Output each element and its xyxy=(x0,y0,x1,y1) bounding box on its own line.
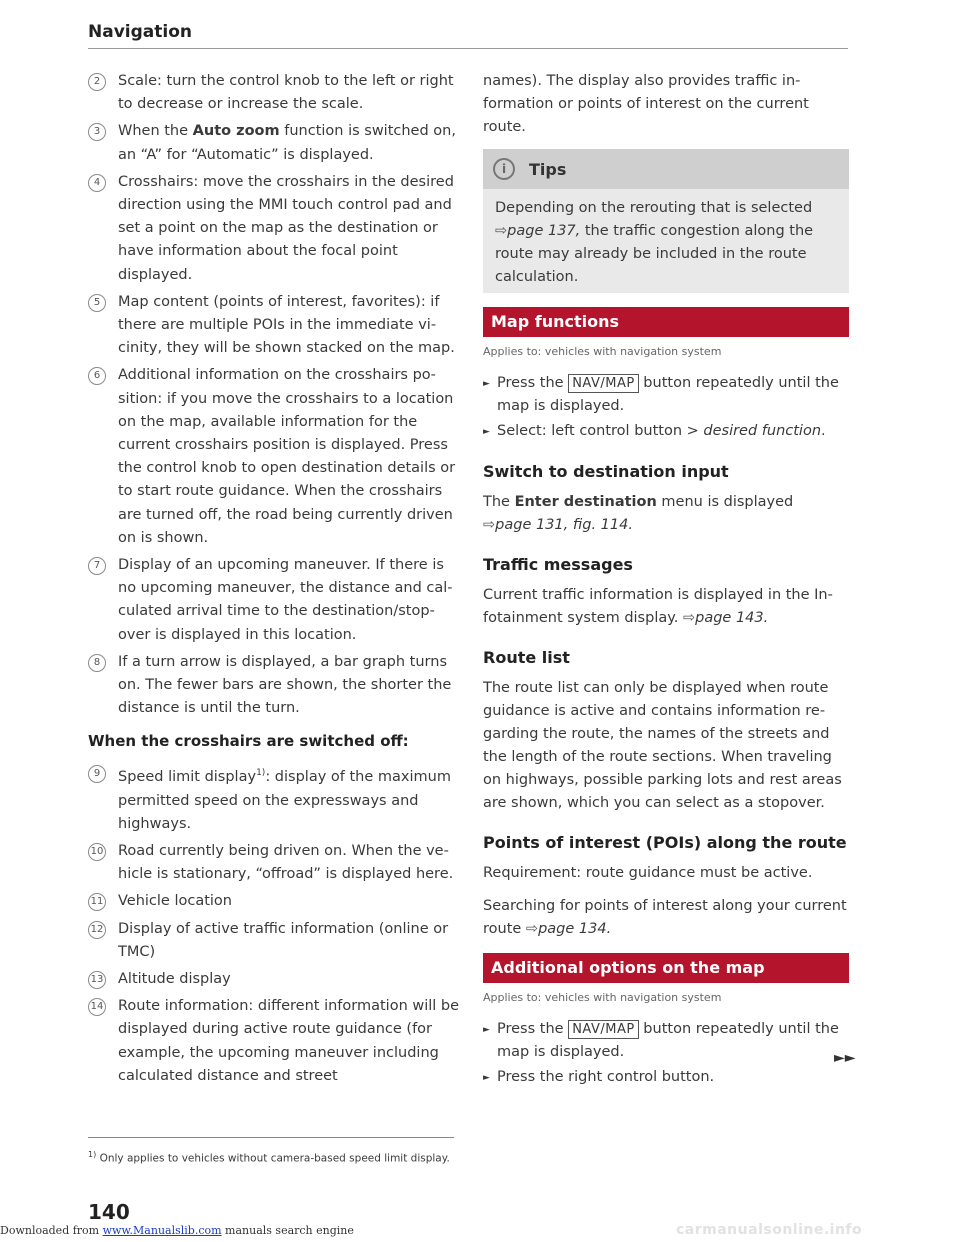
legend-item-text: Display of active traffic information (online or TMC) xyxy=(118,920,449,960)
footnote-marker: 1) xyxy=(88,1150,97,1159)
pois-heading: Points of interest (POIs) along the route xyxy=(483,833,847,852)
legend-item-text: Scale: turn the control knob to the left or right to decrease or increase the scale. xyxy=(118,73,454,113)
legend-text-part: : display of the maximum permitted speed on the expressways and highways. xyxy=(118,769,451,832)
map-functions-heading: Map functions xyxy=(483,307,849,337)
info-icon: i xyxy=(493,158,515,180)
callout-number-icon: 10 xyxy=(88,843,106,861)
legend-text-part: When the xyxy=(118,123,193,140)
route-list-text: The route list can only be displayed when route guidance is active and contains information regarding the route, the names of the streets and the length of the route sections. When traveling on highways, possible parking lots and rest areas are shown, which you can select as a stopover. xyxy=(483,680,842,811)
legend-item-text: Display of an upcoming maneuver. If there is no upcoming maneuver, the distance and calculated arrival time to the destination/stopover is displayed in this location. xyxy=(118,557,453,643)
callout-number-icon: 9 xyxy=(88,765,106,783)
para-text: menu is displayed xyxy=(656,494,794,510)
legend-item-text: Crosshairs: move the crosshairs in the desired direction using the MMI touch control pad and set a point on the map as the destination or have information about the focal point displayed. xyxy=(118,173,454,283)
instruction-step xyxy=(483,420,849,444)
bullet-triangle-icon: ► xyxy=(483,1073,490,1083)
watermark: carmanualsonline.info xyxy=(676,1222,863,1238)
step-text-italic: desired function xyxy=(703,423,822,439)
callout-number-icon: 6 xyxy=(88,367,106,385)
applies-to-note: Applies to: vehicles with navigation system xyxy=(483,991,722,1004)
traffic-messages-text xyxy=(483,584,849,630)
legend-item-text: Vehicle location xyxy=(118,893,232,910)
step-text: button repeatedly until the map is displayed. xyxy=(497,1021,839,1060)
header-divider xyxy=(88,48,848,49)
step-text: Press the xyxy=(497,1021,569,1037)
callout-number-icon: 13 xyxy=(88,971,106,989)
legend-item-text: Altitude display xyxy=(118,970,231,987)
callout-number-icon: 3 xyxy=(88,123,106,141)
left-column xyxy=(88,70,460,1092)
footnote-text: Only applies to vehicles without camera-based speed limit display. xyxy=(99,1152,450,1165)
callout-number-icon: 7 xyxy=(88,557,106,575)
legend-item xyxy=(88,762,460,835)
para-text: Searching for points of interest along your current route xyxy=(483,898,847,937)
page-ref-arrow-icon: ⇨ xyxy=(483,517,496,533)
traffic-messages-heading: Traffic messages xyxy=(483,555,633,574)
page-reference-link[interactable]: page 137, xyxy=(507,223,581,239)
callout-number-icon: 2 xyxy=(88,73,106,91)
legend-item-text xyxy=(118,120,460,166)
legend-item xyxy=(88,291,460,361)
page-ref-arrow-icon: ⇨ xyxy=(525,921,539,937)
nav-map-button-label: NAV/MAP xyxy=(568,1020,639,1039)
step-text: button repeatedly until the map is displayed. xyxy=(497,375,839,414)
legend-item xyxy=(88,554,460,647)
page-ref-arrow-icon: ⇨ xyxy=(495,223,508,239)
page-number: 140 xyxy=(88,1200,130,1224)
tips-text-part: the traffic congestion along the route may already be included in the route calculation. xyxy=(495,223,814,285)
callout-number-icon: 4 xyxy=(88,174,106,192)
instruction-step xyxy=(483,1066,849,1090)
step-text: Select: left control button > xyxy=(497,423,704,439)
legend-item-text: Map content (points of interest, favorites): if there are multiple POIs in the immediate vicinity, they will be shown stacked on the map. xyxy=(118,293,455,357)
pois-requirement: Requirement: route guidance must be active. xyxy=(483,865,813,881)
crosshairs-off-heading: When the crosshairs are switched off: xyxy=(88,732,409,751)
legend-item xyxy=(88,70,460,116)
page-reference-link[interactable]: page 131, fig. 114. xyxy=(495,517,633,533)
legend-item xyxy=(88,968,460,991)
legend-item-text xyxy=(118,762,460,835)
legend-item-text: Route information: different information will be displayed during active route guidance (for example, the upcoming maneuver including calculated distance and street xyxy=(118,998,460,1084)
legend-item-text: Additional information on the crosshairs position: if you move the crosshairs to a location on the map, available information for the current crosshairs position is displayed. Press the control knob to open destination details or to start route guidance. When the crosshairs are turned off, the road being currently driven on is shown. xyxy=(118,367,456,546)
legend-text-part: Speed limit display xyxy=(118,769,257,786)
additional-options-heading: Additional options on the map xyxy=(483,953,849,983)
pois-text xyxy=(483,895,849,941)
page-reference-link[interactable]: page 143. xyxy=(695,610,769,626)
legend-item-text: If a turn arrow is displayed, a bar graph turns on. The fewer bars are shown, the shorter the distance is until the turn. xyxy=(118,653,452,717)
bullet-triangle-icon: ► xyxy=(483,1025,490,1035)
legend-item xyxy=(88,171,460,287)
callout-number-icon: 8 xyxy=(88,654,106,672)
footer-text: manuals search engine xyxy=(221,1224,354,1237)
tips-text-part: Depending on the rerouting that is selected xyxy=(495,200,813,216)
para-text: The xyxy=(483,494,515,510)
instruction-step xyxy=(483,372,849,418)
function-name: Auto zoom xyxy=(192,123,280,140)
callout-number-icon: 14 xyxy=(88,998,106,1016)
callout-number-icon: 5 xyxy=(88,294,106,312)
legend-item xyxy=(88,890,460,913)
section-title: Navigation xyxy=(88,22,192,42)
legend-item xyxy=(88,995,460,1088)
step-text: . xyxy=(821,423,826,439)
continue-arrow-icon: ►► xyxy=(834,1050,856,1066)
legend-item xyxy=(88,840,460,886)
footer-text: Downloaded from xyxy=(0,1224,103,1237)
tips-box xyxy=(483,149,849,293)
bullet-triangle-icon: ► xyxy=(483,379,490,389)
para-text: Current traffic information is displayed in the Infotainment system display. xyxy=(483,587,833,626)
legend-item xyxy=(88,120,460,166)
step-text: Press the right control button. xyxy=(497,1069,715,1085)
tips-text xyxy=(483,189,849,293)
tips-header xyxy=(483,149,849,189)
page-reference-link[interactable]: page 134. xyxy=(538,921,612,937)
legend-item xyxy=(88,651,460,721)
applies-to-note: Applies to: vehicles with navigation system xyxy=(483,345,722,358)
footnote-ref: 1) xyxy=(256,768,266,779)
right-column xyxy=(483,70,849,1092)
bullet-triangle-icon: ► xyxy=(483,427,490,437)
route-list-heading: Route list xyxy=(483,648,570,667)
tips-title: Tips xyxy=(529,159,567,179)
legend-item xyxy=(88,918,460,964)
instruction-step xyxy=(483,1018,849,1064)
legend-item xyxy=(88,364,460,550)
callout-number-icon: 12 xyxy=(88,921,106,939)
step-text: Press the xyxy=(497,375,569,391)
switch-destination-text xyxy=(483,491,849,537)
nav-map-button-label: NAV/MAP xyxy=(568,374,639,393)
legend-text-part: function is switched on, an “A” for “Automatic” is displayed. xyxy=(118,123,456,163)
callout-number-icon: 11 xyxy=(88,893,106,911)
route-info-continued: names). The display also provides traffic information or points of interest on the current route. xyxy=(483,73,809,135)
legend-item-text: Road currently being driven on. When the vehicle is stationary, “offroad” is displayed here. xyxy=(118,842,454,883)
download-footer xyxy=(0,1224,354,1237)
footnote xyxy=(88,1146,460,1168)
page-ref-arrow-icon: ⇨ xyxy=(682,610,696,626)
menu-name: Enter destination xyxy=(514,494,657,510)
switch-destination-heading: Switch to destination input xyxy=(483,462,729,481)
footnote-divider xyxy=(88,1137,454,1138)
manualslib-link[interactable]: www.Manualslib.com xyxy=(102,1224,222,1237)
